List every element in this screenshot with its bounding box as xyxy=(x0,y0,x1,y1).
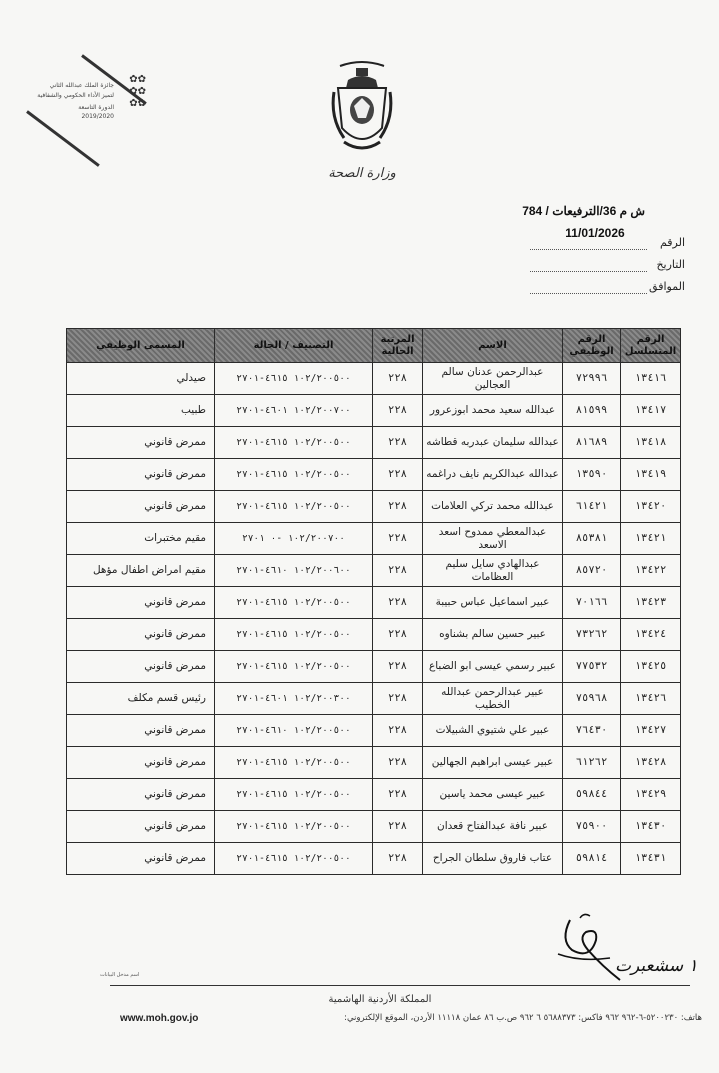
cell-name: عبدالله محمد تركي العلامات xyxy=(423,491,563,523)
cell-rank: ٢٢٨ xyxy=(373,779,423,811)
cell-emp-no: ١٣٥٩٠ xyxy=(563,459,621,491)
cell-name: عبير عبدالرحمن عبدالله الخطيب xyxy=(423,683,563,715)
promotions-table xyxy=(66,328,681,875)
table-row xyxy=(67,491,681,523)
cell-job: ممرض قانوني xyxy=(67,651,215,683)
header-emp-no: الرقم الوظيفي xyxy=(563,329,621,363)
cell-job: مقيم امراض اطفال مؤهل xyxy=(67,555,215,587)
cell-serial: ١٣٤٢٠ xyxy=(621,491,681,523)
cell-code: ١٠٢/٢٠٠٥٠٠ ٤٦١٥-٢٧٠١ xyxy=(215,363,373,395)
cell-emp-no: ٧٥٩٦٨ xyxy=(563,683,621,715)
cell-serial: ١٣٤٢٥ xyxy=(621,651,681,683)
table-row xyxy=(67,523,681,555)
cell-rank: ٢٢٨ xyxy=(373,363,423,395)
cell-job: مقيم مختبرات xyxy=(67,523,215,555)
cell-name: عبدالهادي سايل سليم العظامات xyxy=(423,555,563,587)
table-row xyxy=(67,363,681,395)
cell-code: ١٠٢/٢٠٠٥٠٠ ٤٦١٥-٢٧٠١ xyxy=(215,651,373,683)
footer-kingdom: المملكة الأردنية الهاشمية xyxy=(328,994,432,1005)
table-row xyxy=(67,555,681,587)
cell-serial: ١٣٤١٨ xyxy=(621,427,681,459)
cell-serial: ١٣٤٢٢ xyxy=(621,555,681,587)
cell-serial: ١٣٤٢٧ xyxy=(621,715,681,747)
cell-name: عبير عيسى محمد ياسين xyxy=(423,779,563,811)
cell-name: عبير نافة عبدالفتاح قعدان xyxy=(423,811,563,843)
jordan-coat-of-arms-icon xyxy=(330,58,394,158)
header-rank: المرتبة الحالية xyxy=(373,329,423,363)
footer-divider xyxy=(110,985,690,986)
table-row xyxy=(67,619,681,651)
cell-name: عبير رسمي عيسى ابو الضباع xyxy=(423,651,563,683)
cell-name: عبير اسماعيل عباس حبيبة xyxy=(423,587,563,619)
cell-code: ١٠٢/٢٠٠٥٠٠ ٤٦١٥-٢٧٠١ xyxy=(215,459,373,491)
cell-serial: ١٣٤٣٠ xyxy=(621,811,681,843)
cell-serial: ١٣٤٢٤ xyxy=(621,619,681,651)
cell-job: رئيس قسم مكلف xyxy=(67,683,215,715)
cell-emp-no: ٧٦٤٣٠ xyxy=(563,715,621,747)
cell-serial: ١٣٤٢٩ xyxy=(621,779,681,811)
cell-emp-no: ٨١٦٨٩ xyxy=(563,427,621,459)
cell-job: ممرض قانوني xyxy=(67,843,215,875)
cell-rank: ٢٢٨ xyxy=(373,843,423,875)
header-serial: الرقم المتسلسل xyxy=(621,329,681,363)
cell-serial: ١٣٤١٩ xyxy=(621,459,681,491)
cell-job: صيدلي xyxy=(67,363,215,395)
cell-code: ١٠٢/٢٠٠٥٠٠ ٤٦١٥-٢٧٠١ xyxy=(215,843,373,875)
header-name: الاسم xyxy=(423,329,563,363)
date-field xyxy=(530,258,685,276)
cell-serial: ١٣٤٢١ xyxy=(621,523,681,555)
cell-rank: ٢٢٨ xyxy=(373,683,423,715)
cell-emp-no: ٨٥٧٢٠ xyxy=(563,555,621,587)
dotted-line xyxy=(530,249,647,250)
date-label: التاريخ xyxy=(656,258,685,271)
cell-code: ١٠٢/٢٠٠٥٠٠ ٤٦١٠-٢٧٠١ xyxy=(215,715,373,747)
date-value: 11/01/2026 xyxy=(565,226,625,240)
ministry-name: وزارة الصحة xyxy=(328,166,396,181)
cell-code: ١٠٢/٢٠٠٦٠٠ ٤٦١٠-٢٧٠١ xyxy=(215,555,373,587)
cell-rank: ٢٢٨ xyxy=(373,651,423,683)
cell-rank: ٢٢٨ xyxy=(373,619,423,651)
cell-code: ١٠٢/٢٠٠٧٠٠ ٤٦٠١-٢٧٠١ xyxy=(215,395,373,427)
cell-rank: ٢٢٨ xyxy=(373,715,423,747)
table-row xyxy=(67,779,681,811)
cell-rank: ٢٢٨ xyxy=(373,491,423,523)
cell-rank: ٢٢٨ xyxy=(373,395,423,427)
cell-rank: ٢٢٨ xyxy=(373,427,423,459)
cell-code: ١٠٢/٢٠٠٥٠٠ ٤٦١٥-٢٧٠١ xyxy=(215,619,373,651)
cell-emp-no: ٥٩٨١٤ xyxy=(563,843,621,875)
cell-emp-no: ٥٩٨٤٤ xyxy=(563,779,621,811)
cell-rank: ٢٢٨ xyxy=(373,555,423,587)
table-header-row xyxy=(67,329,681,363)
cell-emp-no: ٨١٥٩٩ xyxy=(563,395,621,427)
footer-contact: هاتف: ٥٢٠٠٢٣٠-٦-٩٦٢ ٩٦٢ فاكس: ٥٦٨٨٣٧٣ ٦ ٩٦٢ ص.ب ٨٦ عمان ١١١١٨ الأردن، الموقع الإلكتروني: xyxy=(344,1013,702,1023)
cell-name: عبير علي شتيوي الشبيلات xyxy=(423,715,563,747)
cell-rank: ٢٢٨ xyxy=(373,811,423,843)
table-row xyxy=(67,459,681,491)
cell-serial: ١٣٤٢٦ xyxy=(621,683,681,715)
cell-emp-no: ٧٧٥٣٢ xyxy=(563,651,621,683)
cell-emp-no: ٧٠١٦٦ xyxy=(563,587,621,619)
cell-name: عبير عيسى ابراهيم الجهالين xyxy=(423,747,563,779)
cell-emp-no: ٨٥٣٨١ xyxy=(563,523,621,555)
award-stamp xyxy=(22,52,152,152)
table-row xyxy=(67,843,681,875)
cell-rank: ٢٢٨ xyxy=(373,587,423,619)
cell-emp-no: ٦١٤٢١ xyxy=(563,491,621,523)
cell-job: ممرض قانوني xyxy=(67,811,215,843)
cell-code: ١٠٢/٢٠٠٥٠٠ ٤٦١٥-٢٧٠١ xyxy=(215,747,373,779)
cell-emp-no: ٧٢٩٩٦ xyxy=(563,363,621,395)
cell-job: طبيب xyxy=(67,395,215,427)
table-row xyxy=(67,651,681,683)
table-row xyxy=(67,747,681,779)
cell-name: عبدالرحمن عدنان سالم العجالين xyxy=(423,363,563,395)
table-row xyxy=(67,395,681,427)
cell-code: ١٠٢/٢٠٠٥٠٠ ٤٦١٥-٢٧٠١ xyxy=(215,811,373,843)
cell-serial: ١٣٤١٦ xyxy=(621,363,681,395)
cell-job: ممرض قانوني xyxy=(67,459,215,491)
number-field xyxy=(530,236,685,254)
cell-job: ممرض قانوني xyxy=(67,779,215,811)
cell-serial: ١٣٤٢٣ xyxy=(621,587,681,619)
cell-name: عبدالمعطي ممدوح اسعد الاسعد xyxy=(423,523,563,555)
cell-serial: ١٣٤١٧ xyxy=(621,395,681,427)
cell-emp-no: ٧٥٩٠٠ xyxy=(563,811,621,843)
cell-name: عبدالله سليمان عبدربه قطاشه xyxy=(423,427,563,459)
table-row xyxy=(67,427,681,459)
cell-code: ١٠٢/٢٠٠٧٠٠ -٠ ٢٧٠١ xyxy=(215,523,373,555)
cell-code: ١٠٢/٢٠٠٥٠٠ ٤٦١٥-٢٧٠١ xyxy=(215,779,373,811)
cell-name: عبدالله عبدالكريم نايف دراغمه xyxy=(423,459,563,491)
stamp-text-line: الدورة التاسعة xyxy=(78,104,114,111)
data-entry-note: اسم مدخل البيانات xyxy=(100,972,140,978)
cell-rank: ٢٢٨ xyxy=(373,747,423,779)
cell-code: ١٠٢/٢٠٠٥٠٠ ٤٦١٥-٢٧٠١ xyxy=(215,427,373,459)
table-row xyxy=(67,587,681,619)
stamp-text-line: جائزة الملك عبدالله الثاني xyxy=(49,82,114,89)
header-code: التصنيف / الحالة xyxy=(215,329,373,363)
cell-code: ١٠٢/٢٠٠٥٠٠ ٤٦١٥-٢٧٠١ xyxy=(215,587,373,619)
cell-emp-no: ٦١٢٦٢ xyxy=(563,747,621,779)
dotted-line xyxy=(530,293,647,294)
cell-code: ١٠٢/٢٠٠٥٠٠ ٤٦١٥-٢٧٠١ xyxy=(215,491,373,523)
table-row xyxy=(67,683,681,715)
cell-serial: ١٣٤٣١ xyxy=(621,843,681,875)
cell-rank: ٢٢٨ xyxy=(373,523,423,555)
cell-job: ممرض قانوني xyxy=(67,715,215,747)
stamp-stars-icon: ✿✿ ✿✿ ✿✿ xyxy=(129,74,146,109)
cell-name: عبدالله سعيد محمد ابوزعرور xyxy=(423,395,563,427)
number-label: الرقم xyxy=(659,236,685,249)
corresponding-label: الموافق xyxy=(649,280,685,293)
cell-job: ممرض قانوني xyxy=(67,587,215,619)
cell-name: عبير حسين سالم بشناوه xyxy=(423,619,563,651)
stamp-text-line: 2019/2020 xyxy=(81,113,114,120)
dotted-line xyxy=(530,271,647,272)
cell-job: ممرض قانوني xyxy=(67,427,215,459)
cell-serial: ١٣٤٢٨ xyxy=(621,747,681,779)
cell-job: ممرض قانوني xyxy=(67,619,215,651)
cell-name: عتاب فاروق سلطان الجراح xyxy=(423,843,563,875)
cell-rank: ٢٢٨ xyxy=(373,459,423,491)
cell-emp-no: ٧٣٢٦٢ xyxy=(563,619,621,651)
table-row xyxy=(67,715,681,747)
reference-number: ش م 36/الترفيعات / 784 xyxy=(522,204,645,218)
signature-text: ١ سشعبرت xyxy=(615,956,698,976)
stamp-text-line: لتميز الأداء الحكومي والشفافية xyxy=(37,92,114,99)
cell-code: ١٠٢/٢٠٠٣٠٠ ٤٦٠١-٢٧٠١ xyxy=(215,683,373,715)
corresponding-field xyxy=(530,280,685,298)
footer-website-link[interactable]: www.moh.gov.jo xyxy=(120,1013,199,1024)
header-job: المسمى الوظيفي xyxy=(67,329,215,363)
table-row xyxy=(67,811,681,843)
cell-job: ممرض قانوني xyxy=(67,491,215,523)
cell-job: ممرض قانوني xyxy=(67,747,215,779)
